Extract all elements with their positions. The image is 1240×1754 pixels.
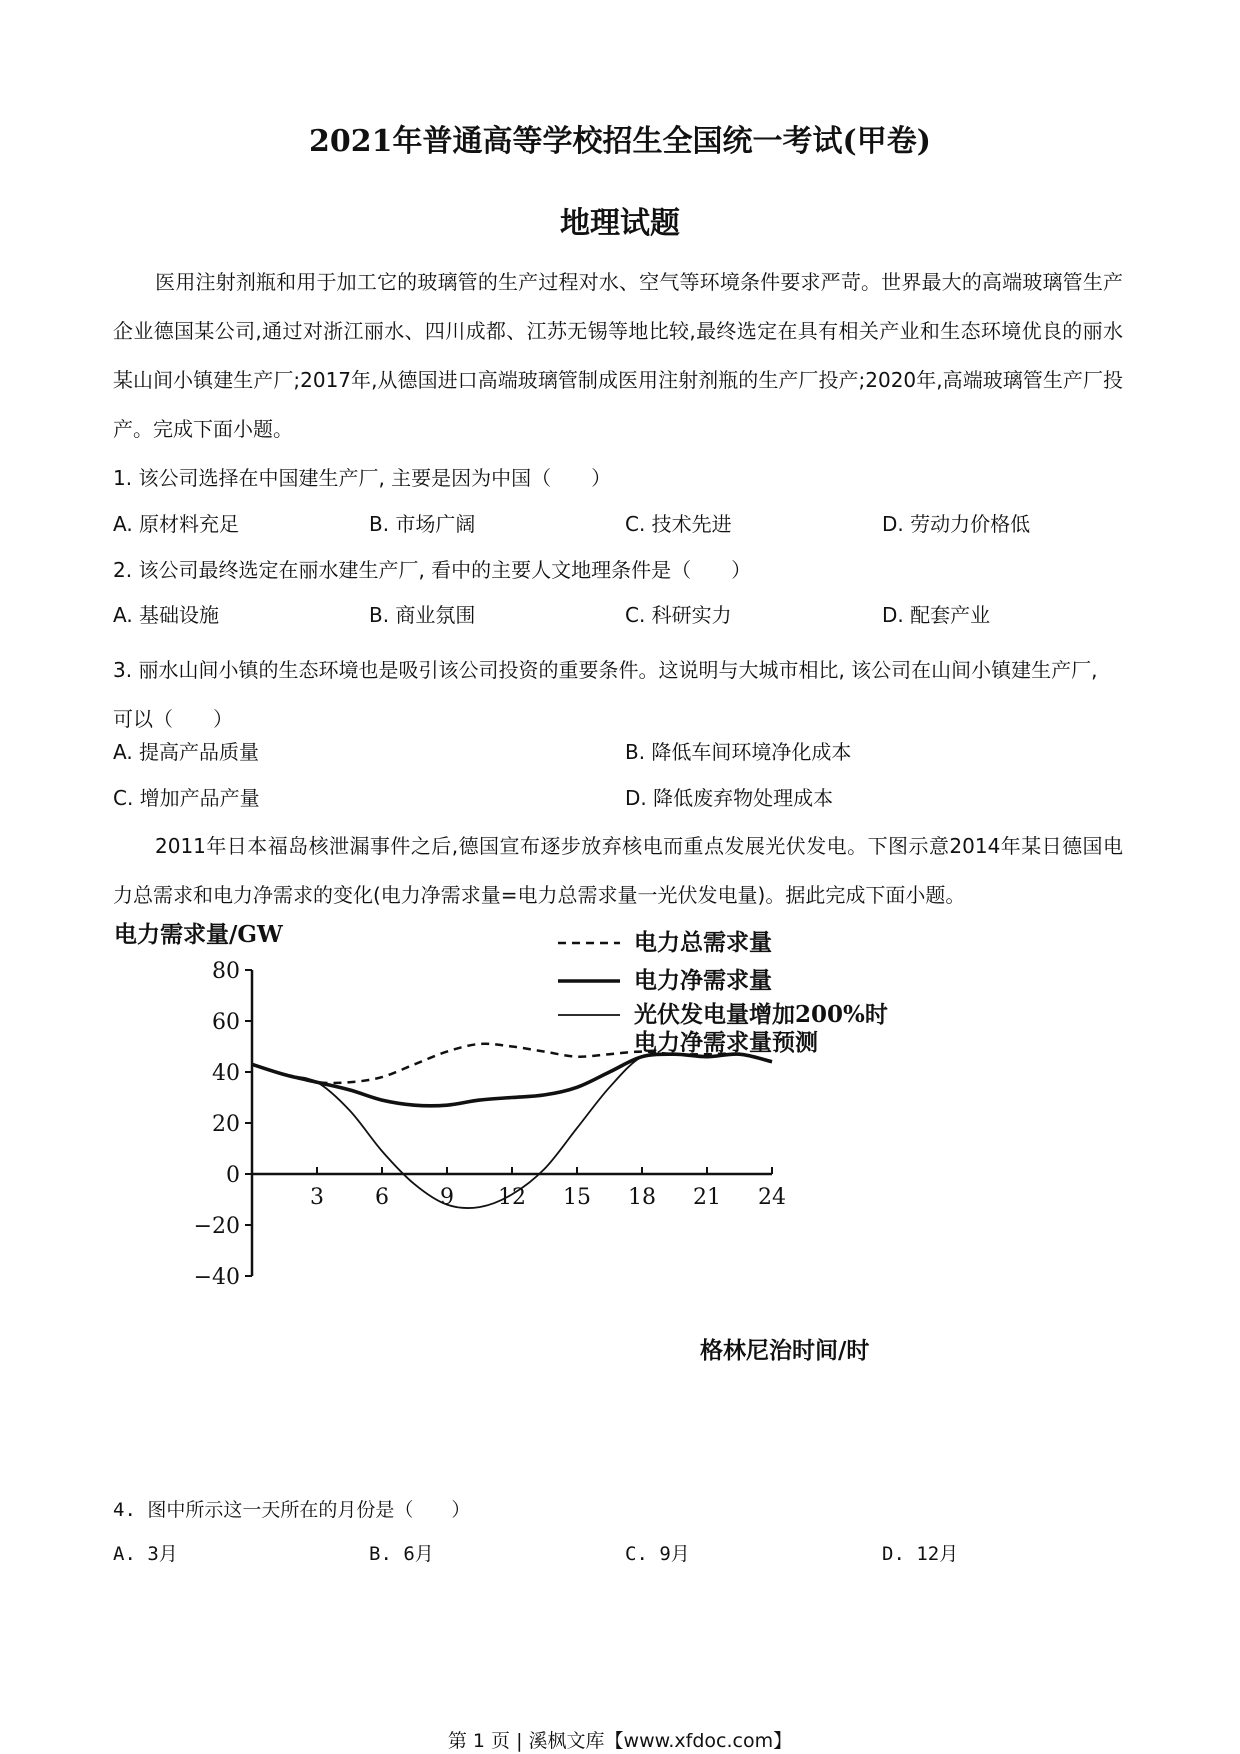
- question-2-option-b: B. 商业氛围: [369, 603, 476, 627]
- y-tick-label: 0: [226, 1163, 240, 1188]
- passage-2: [113, 822, 1123, 920]
- x-tick-label: 24: [758, 1185, 786, 1210]
- x-tick-label: 15: [563, 1185, 591, 1210]
- question-4-stem: 4. 图中所示这一天所在的月份是（ ）: [113, 1499, 471, 1521]
- y-tick-label: 40: [212, 1061, 240, 1086]
- y-tick-label: −20: [193, 1214, 240, 1239]
- question-4-option-a: A. 3月: [113, 1543, 178, 1565]
- question-1-option-b: B. 市场广阔: [369, 512, 476, 536]
- chart-legend: [558, 929, 888, 1056]
- legend-label-line: 电力净需求量: [634, 967, 772, 994]
- legend-label-2: [634, 967, 772, 994]
- question-3-option-d: D. 降低废弃物处理成本: [625, 786, 834, 810]
- x-tick-label: 9: [440, 1185, 454, 1210]
- question-2-option-a: A. 基础设施: [113, 603, 220, 627]
- passage-2-text: 2011年日本福岛核泄漏事件之后,德国宣布逐步放弃核电而重点发展光伏发电。下图示意2014年某日德国电力总需求和电力净需求的变化(电力净需求量=电力总需求量一光伏发电量)。据此完成下面小题。: [113, 834, 1123, 907]
- question-1-option-a: A. 原材料充足: [113, 512, 240, 536]
- question-1-stem: 1. 该公司选择在中国建生产厂, 主要是因为中国（ ）: [113, 466, 612, 490]
- question-1-option-c: C. 技术先进: [625, 512, 732, 536]
- y-axis-label: 电力需求量/GW: [114, 921, 283, 948]
- exam-title: 2021年普通高等学校招生全国统一考试(甲卷): [309, 124, 931, 159]
- x-tick-label: 18: [628, 1185, 656, 1210]
- passage-1-text: 医用注射剂瓶和用于加工它的玻璃管的生产过程对水、空气等环境条件要求严苛。世界最大的高端玻璃管生产企业德国某公司,通过对浙江丽水、四川成都、江苏无锡等地比较,最终选定在具有相关产业和生态环境优良的丽水某山间小镇建生产厂;2017年,从德国进口高端玻璃管制成医用注射剂瓶的生产厂投产;2020年,高端玻璃管生产厂投产。完成下面小题。: [113, 270, 1123, 441]
- question-3-option-a: A. 提高产品质量: [113, 740, 260, 764]
- chart-lines: [252, 1044, 772, 1208]
- y-tick-label: 80: [212, 959, 240, 984]
- power-demand-chart: [100, 918, 1120, 1448]
- question-4-option-c: C. 9月: [625, 1543, 690, 1565]
- x-tick-label: 3: [310, 1185, 324, 1210]
- legend-label-line: 电力净需求量预测: [634, 1029, 818, 1056]
- question-2-option-c: C. 科研实力: [625, 603, 732, 627]
- question-1-option-d: D. 劳动力价格低: [882, 512, 1031, 536]
- series-line-2: [252, 1054, 772, 1106]
- question-3-option-c: C. 增加产品产量: [113, 786, 260, 810]
- question-4-option-b: B. 6月: [369, 1543, 434, 1565]
- question-4-option-d: D. 12月: [882, 1543, 959, 1565]
- passage-1: [113, 258, 1123, 454]
- legend-label-line: 电力总需求量: [634, 929, 772, 956]
- x-tick-label: 6: [375, 1185, 389, 1210]
- page-footer: 第 1 页 | 溪枫文库【www.xfdoc.com】: [447, 1730, 793, 1752]
- question-2-stem: 2. 该公司最终选定在丽水建生产厂, 看中的主要人文地理条件是（ ）: [113, 558, 752, 582]
- exam-subtitle: 地理试题: [560, 206, 680, 241]
- x-tick-label: 12: [498, 1185, 526, 1210]
- question-2-option-d: D. 配套产业: [882, 603, 991, 627]
- x-axis-label: 格林尼治时间/时: [700, 1337, 870, 1364]
- legend-label-1: [634, 929, 772, 956]
- y-tick-label: 20: [212, 1112, 240, 1137]
- legend-label-3: [634, 1001, 888, 1056]
- x-tick-label: 21: [693, 1185, 721, 1210]
- y-tick-label: 60: [212, 1010, 240, 1035]
- question-3-option-b: B. 降低车间环境净化成本: [625, 740, 852, 764]
- question-3-stem: 3. 丽水山间小镇的生态环境也是吸引该公司投资的重要条件。这说明与大城市相比, 该公司在山间小镇建生产厂, 可以（ ）: [113, 658, 1098, 731]
- legend-label-line: 光伏发电量增加200%时: [634, 1001, 888, 1028]
- y-tick-label: −40: [193, 1265, 240, 1290]
